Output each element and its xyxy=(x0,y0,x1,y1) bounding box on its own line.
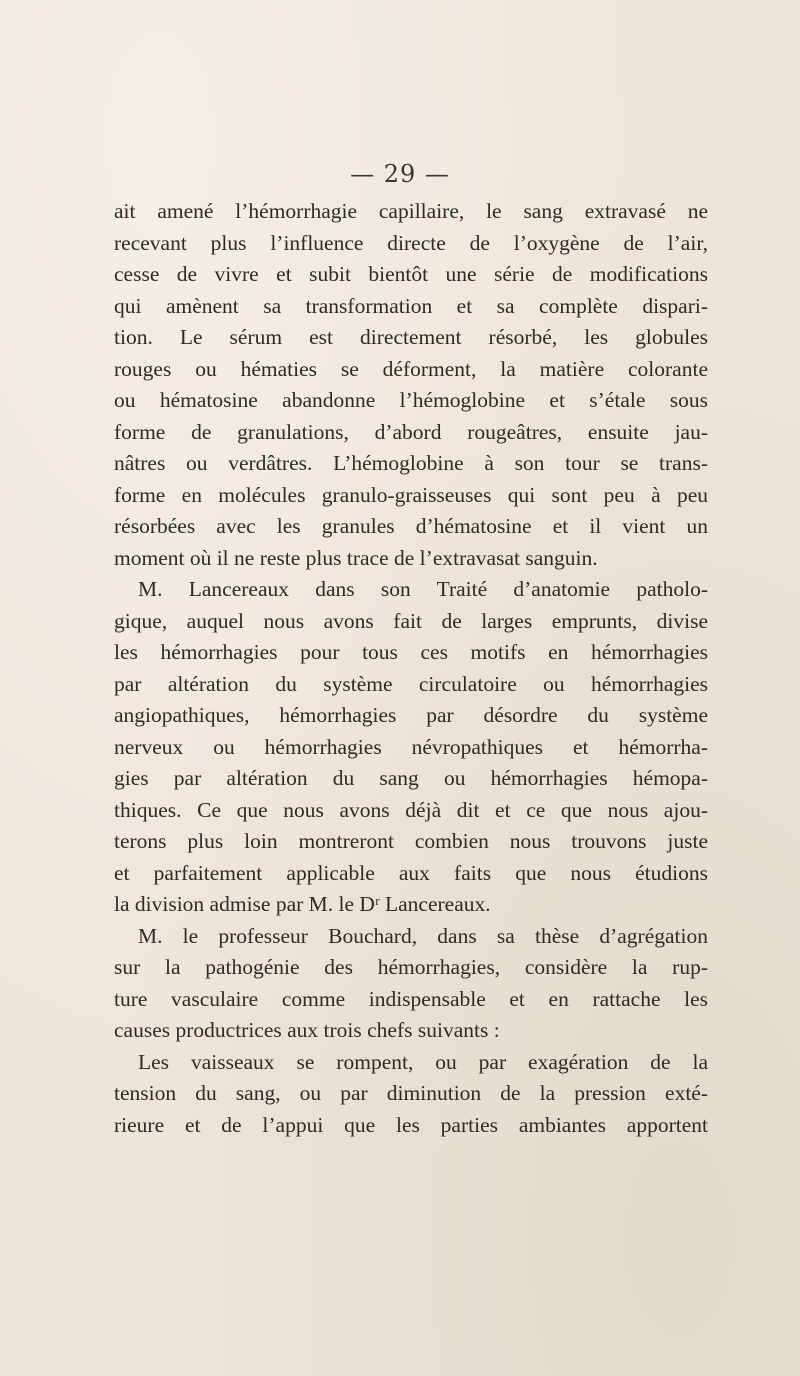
text-line: Les vaisseaux se rompent, ou par exagération de la xyxy=(138,1049,708,1074)
text-line: résorbées avec les granules d’hématosine et il vient un xyxy=(114,514,708,538)
text-line: sur la pathogénie des hémorrhagies, considère la rup- xyxy=(114,955,708,979)
text-line: M. le professeur Bouchard, dans sa thèse d’agrégation xyxy=(138,923,708,948)
text-line: cesse de vivre et subit bientôt une série de modifications xyxy=(114,262,708,286)
page-number: — 29 — xyxy=(350,160,450,188)
text-line: nâtres ou verdâtres. L’hémoglobine à son tour se trans- xyxy=(114,451,708,475)
text-line: terons plus loin montreront combien nous trouvons juste xyxy=(114,829,708,853)
text-line: recevant plus l’influence directe de l’oxygène de l’air, xyxy=(114,230,708,255)
text-line: rouges ou hématies se déforment, la matière colorante xyxy=(114,356,708,381)
text-line: la division admise par M. le Dʳ Lancereaux. xyxy=(114,892,491,916)
text-line: rieure et de l’appui que les parties ambiantes apportent xyxy=(114,1112,708,1137)
text-line: tion. Le sérum est directement résorbé, les globules xyxy=(114,325,708,349)
text-line: et parfaitement applicable aux faits que nous étudions xyxy=(114,860,708,885)
text-line: forme de granulations, d’abord rougeâtres, ensuite jau- xyxy=(114,419,708,444)
body-text xyxy=(114,196,708,1141)
text-line: gies par altération du sang ou hémorrhagies hémopa- xyxy=(114,766,708,790)
text-line: causes productrices aux trois chefs suivants : xyxy=(114,1018,500,1042)
text-line: les hémorrhagies pour tous ces motifs en hémorrhagies xyxy=(114,640,708,664)
text-line: ture vasculaire comme indispensable et en rattache les xyxy=(114,986,708,1011)
text-line: ou hématosine abandonne l’hémoglobine et s’étale sous xyxy=(114,388,708,412)
text-line: ait amené l’hémorrhagie capillaire, le sang extravasé ne xyxy=(114,199,708,223)
text-line: qui amènent sa transformation et sa complète dispari- xyxy=(114,293,708,318)
text-line: nerveux ou hémorrhagies névropathiques et hémorrha- xyxy=(114,734,708,759)
text-line: forme en molécules granulo-graisseuses qui sont peu à peu xyxy=(114,482,708,507)
text-line: angiopathiques, hémorrhagies par désordre du système xyxy=(114,703,708,727)
text-line: thiques. Ce que nous avons déjà dit et ce que nous ajou- xyxy=(114,797,708,822)
text-line: M. Lancereaux dans son Traité d’anatomie patholo- xyxy=(138,577,708,601)
text-line: par altération du système circulatoire ou hémorrhagies xyxy=(114,671,708,696)
text-line: moment où il ne reste plus trace de l’extravasat sanguin. xyxy=(114,545,598,570)
text-line: tension du sang, ou par diminution de la pression exté- xyxy=(114,1081,708,1105)
text-line: gique, auquel nous avons fait de larges emprunts, divise xyxy=(114,608,708,633)
